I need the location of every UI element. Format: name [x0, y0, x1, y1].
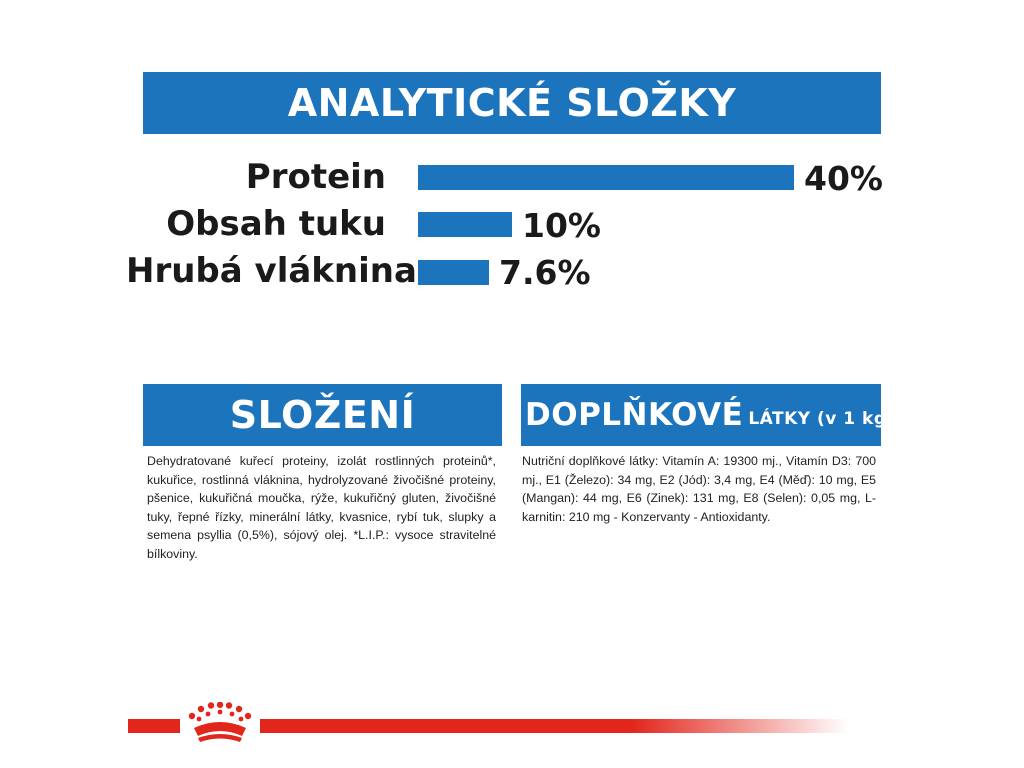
bar-value-fiber: 7.6%	[499, 253, 591, 292]
additives-title-banner	[521, 384, 895, 446]
nutrient-label-protein: Protein	[245, 157, 386, 197]
composition-title: SLOŽENÍ	[229, 393, 416, 437]
composition-text: Dehydratované kuřecí proteiny, izolát rostlinných proteinů*, kukuřice, rostlinná vláknina, hydrolyzované živočišné proteiny, pšenice, kukuřičná moučka, rýže, kukuřičný gluten, živočišné tuky, řepné řízky, minerální látky, kvasnice, rybí tuk, slupky a semena psyllia (0,5%), sójový olej. *L.I.P.: vysoce stravitelné bílkoviny.	[147, 454, 496, 561]
nutrient-label-fat: Obsah tuku	[166, 204, 386, 244]
bar-fiber	[418, 260, 489, 285]
additives-title-sub: LÁTKY (v 1 kg)	[748, 409, 895, 429]
nutrient-label-fiber: Hrubá vláknina	[126, 251, 417, 291]
royal-crown-icon	[180, 702, 260, 748]
additives-text: Nutriční doplňkové látky: Vitamín A: 19300 mj., Vitamín D3: 700 mj., E1 (Železo): 34 mg, E2 (Jód): 3,4 mg, E4 (Měď): 10 mg, E5 (Mangan): 44 mg, E6 (Zinek): 131 mg, E8 (Selen): 0,05 mg, L-karnitin: 210 mg - Konzervanty - Antioxidanty.	[522, 454, 876, 524]
analytic-title-banner	[143, 72, 881, 134]
bar-value-protein: 40%	[804, 159, 883, 198]
composition-title-banner	[143, 384, 502, 446]
bar-protein	[418, 165, 794, 190]
bar-fat	[418, 212, 512, 237]
analytic-title: ANALYTICKÉ SLOŽKY	[287, 81, 737, 125]
additives-title-main: DOPLŇKOVÉ	[525, 397, 744, 433]
bar-value-fat: 10%	[522, 206, 601, 245]
